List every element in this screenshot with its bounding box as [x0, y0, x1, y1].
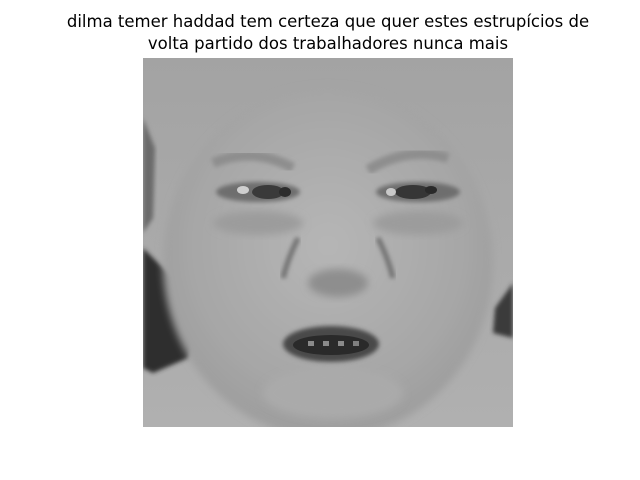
nose-tip [308, 269, 368, 297]
figure-title [0, 11, 640, 55]
chin [263, 368, 403, 418]
right-eye [376, 182, 460, 202]
title-line-1: dilma temer haddad tem certeza que quer estes estrupícios de [66, 12, 590, 31]
title-line-2: volta partido dos trabalhadores nunca mais [147, 34, 509, 53]
left-eye [216, 182, 300, 202]
image-axes [143, 58, 513, 427]
mouth [283, 326, 379, 362]
left-cheek-shadow [213, 211, 303, 235]
face-image [143, 58, 513, 427]
right-cheek-shadow [373, 211, 463, 235]
